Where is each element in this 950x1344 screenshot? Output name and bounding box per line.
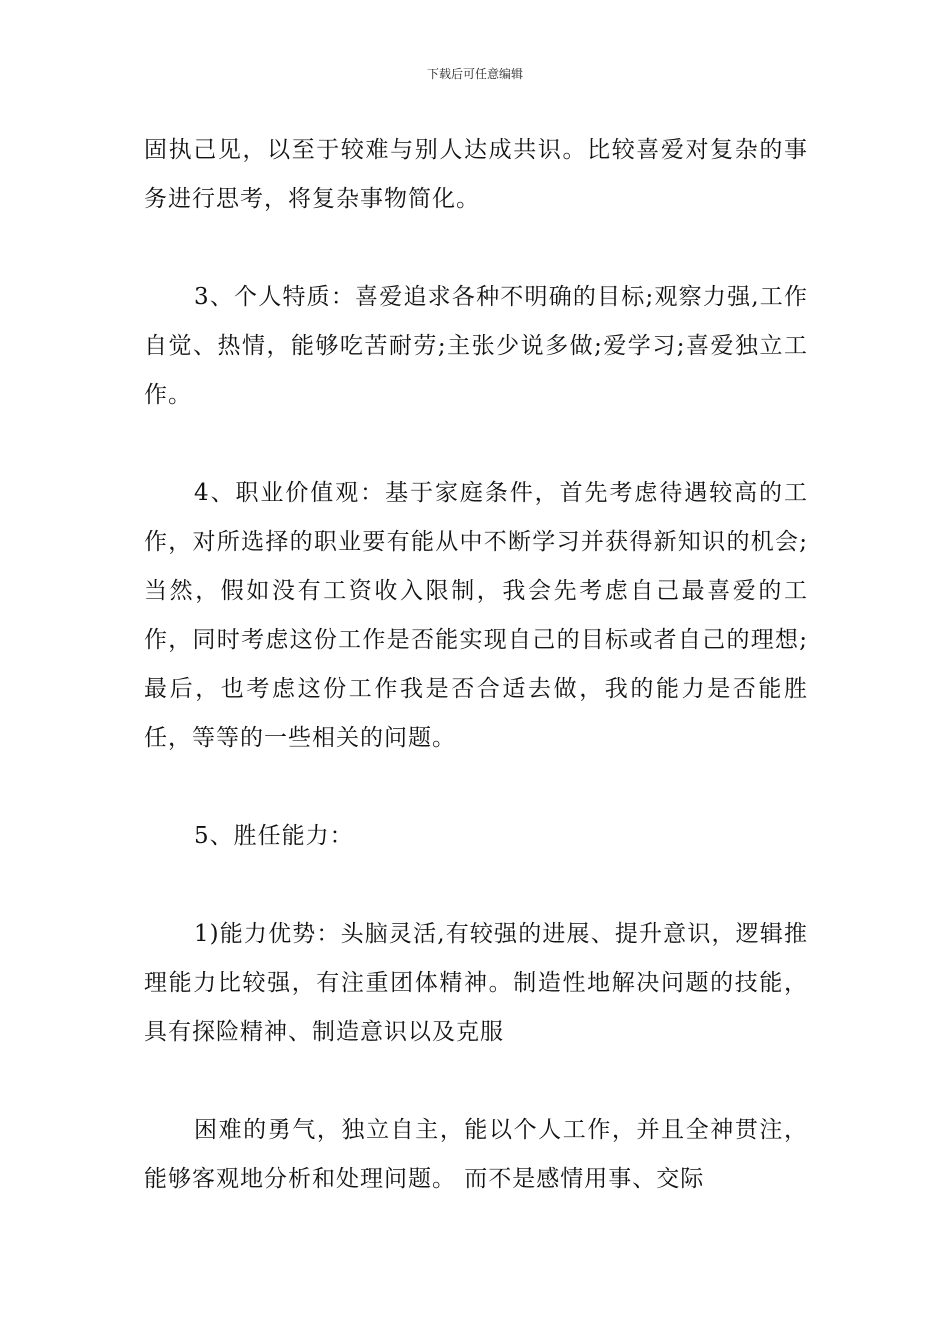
- paragraph-6: 困难的勇气，独立自主，能以个人工作，并且全神贯注，能够客观地分析和处理问题。 而不是感情用事、交际: [144, 1117, 808, 1192]
- paragraph-5: 1)能力优势：头脑灵活,有较强的进展、提升意识，逻辑推理能力比较强，有注重团体精神。制造性地解决问题的技能，具有探险精神、制造意识以及克服: [144, 921, 808, 1045]
- document-body: [144, 126, 808, 1204]
- paragraph-spacer: [144, 861, 808, 910]
- paragraph-3: 4、职业价值观：基于家庭条件，首先考虑待遇较高的工作，对所选择的职业要有能从中不断学习并获得新知识的机会;当然，假如没有工资收入限制，我会先考虑自己最喜爱的工作，同时考虑这份工作是否能实现自己的目标或者自己的理想;最后，也考虑这份工作我是否合适去做，我的能力是否能胜任，等等的一些相关的问题。: [144, 480, 808, 751]
- paragraph-spacer: [144, 1057, 808, 1106]
- page-header: 下载后可任意编辑: [426, 67, 523, 81]
- paragraph-spacer: [144, 420, 808, 469]
- paragraph-2: 3、个人特质：喜爱追求各种不明确的目标;观察力强,工作自觉、热情，能够吃苦耐劳;主张少说多做;爱学习;喜爱独立工作。: [144, 284, 808, 408]
- paragraph-spacer: [144, 224, 808, 273]
- paragraph-1: 固执己见，以至于较难与别人达成共识。比较喜爱对复杂的事务进行思考，将复杂事物简化。: [144, 137, 808, 212]
- paragraph-spacer: [144, 763, 808, 812]
- paragraph-4: 5、胜任能力：: [194, 823, 354, 849]
